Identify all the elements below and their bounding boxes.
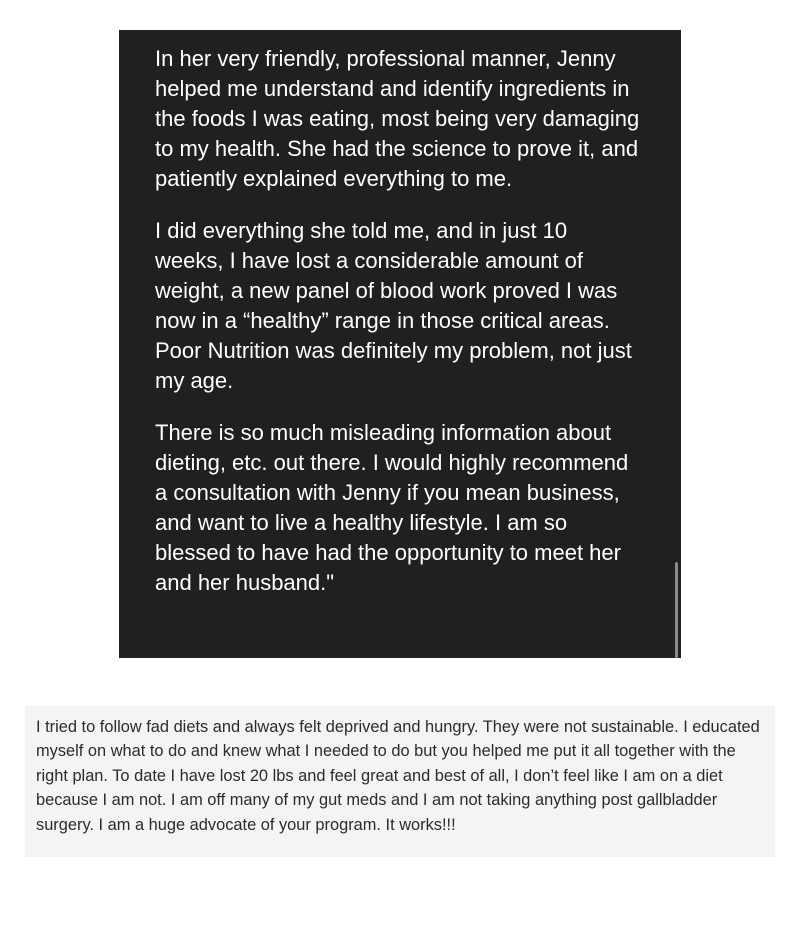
- scrollbar-thumb[interactable]: [675, 562, 678, 658]
- testimonial-paragraph: In her very friendly, professional manner, Jenny helped me understand and identify ingredients in the foods I was eating, most being very damaging to my health. She had the science to prove it, and patiently explained everything to me.: [155, 46, 640, 191]
- testimonial-text: I tried to follow fad diets and always felt deprived and hungry. They were not sustainable. I educated myself on what to do and knew what I needed to do but you helped me put it all together with the right plan. To date I have lost 20 lbs and feel great and best of all, I don’t feel like I am on a diet because I am not. I am off many of my gut meds and I am not taking anything post gallbladder surgery. I am a huge advocate of your program. It works!!!: [36, 718, 760, 834]
- testimonial-card-dark: [119, 30, 681, 658]
- testimonial-paragraph: There is so much misleading information about dieting, etc. out there. I would highly recommend a consultation with Jenny if you mean business, and want to live a healthy lifestyle. I am so blessed to have had the opportunity to meet her and her husband.": [155, 420, 629, 595]
- testimonial-paragraph: I did everything she told me, and in just 10 weeks, I have lost a considerable amount of weight, a new panel of blood work proved I was now in a “healthy” range in those critical areas. Poor Nutrition was definitely my problem, not just my age.: [155, 218, 632, 393]
- testimonial-card-light: [25, 706, 775, 857]
